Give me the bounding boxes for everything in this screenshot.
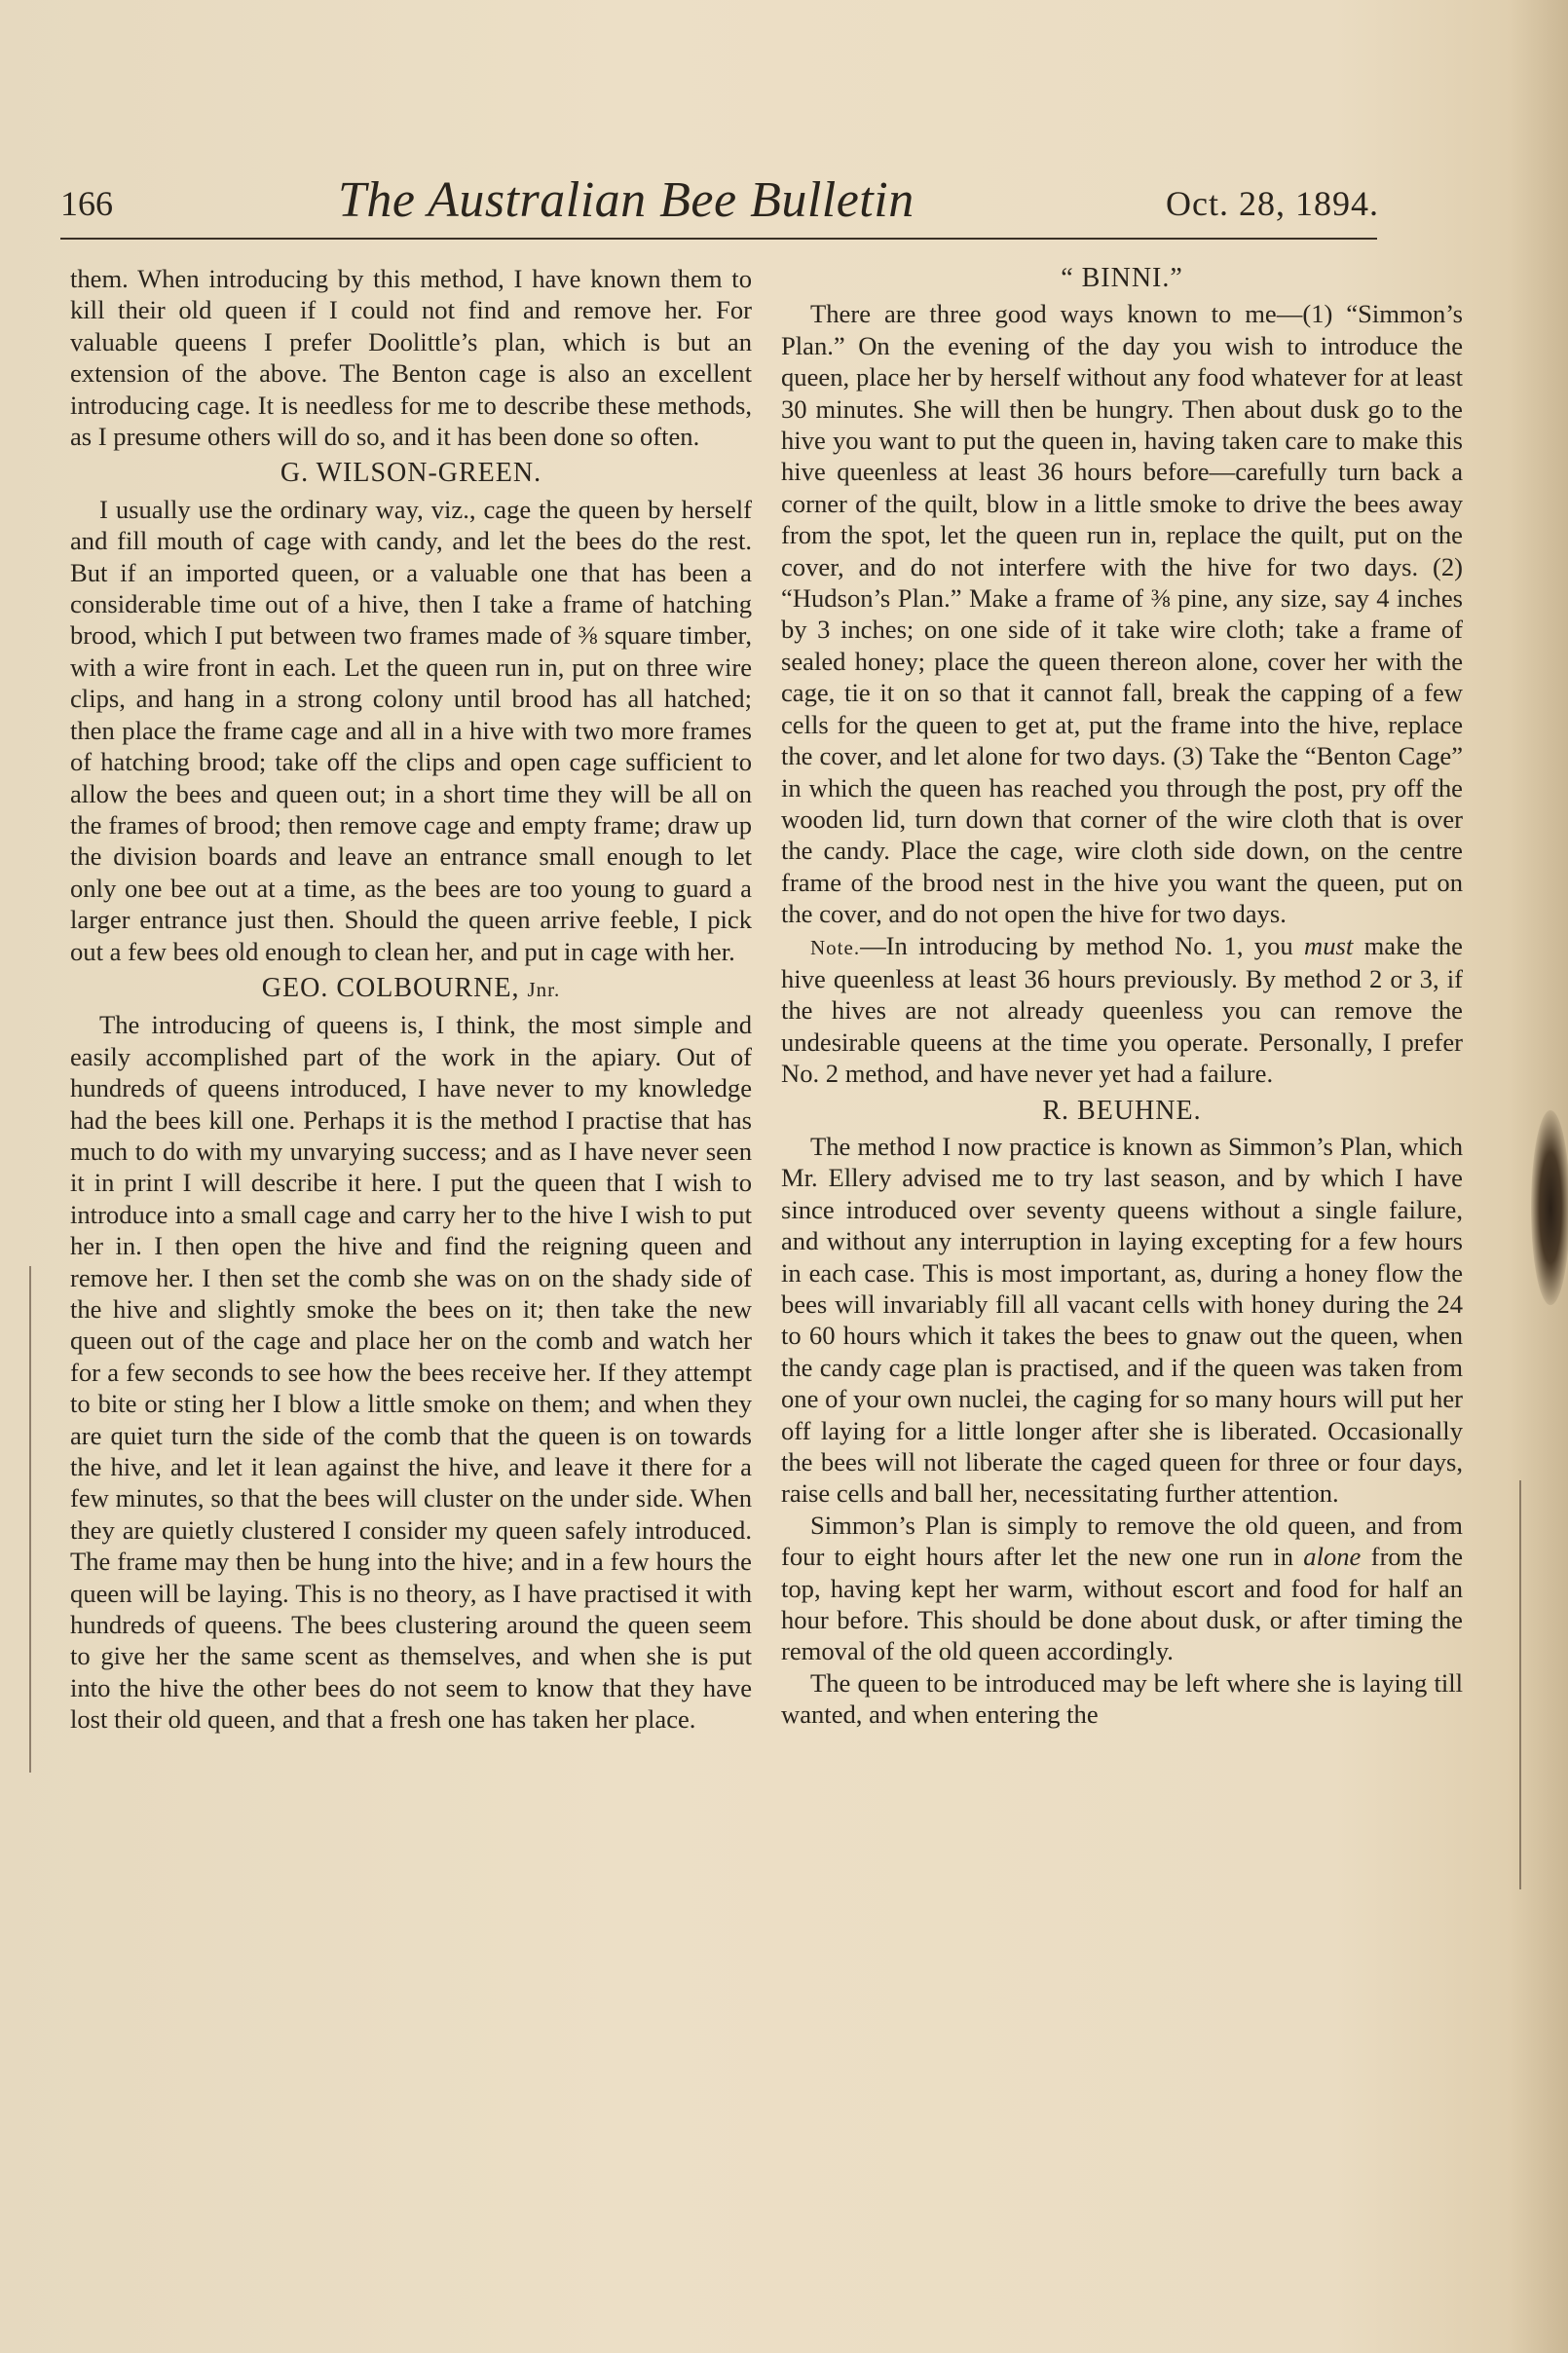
- running-header: [60, 171, 1385, 240]
- paragraph: The introducing of queens is, I think, the most simple and easily accomplished part of the work in the apiary. Out of hundreds of queens introduced, I have never to my knowledge had the bees kill one. Perhaps it is the method I practise that has much to do with my unvarying success; and as I have never seen it in print I will describe it here. I put the queen that I wish to introduce into a small cage and carry her to the hive I wish to put her in. I then open the hive and find the reigning queen and remove her. I then set the comb she was on on the shady side of the hive and slightly smoke the bees on it; then take the new queen out of the cage and place her on the comb and watch her for a few seconds to see how the bees receive her. If they attempt to bite or sting her I blow a little smoke on them; and when they are quiet turn the side of the comb that the queen is on towards the hive, and let it lean against the hive, and leave it there for a few minutes, so that the bees will cluster on the under side. When they are quietly clustered I consider my queen safely introduced. The frame may then be hung into the hive; and in a few hours the queen will be laying. This is no theory, as I have practised it with hundreds of queens. The bees clustering around the queen seem to give her the same scent as themselves, and when she is put into the hive the other bees do not seem to know that they have lost their old queen, and that a fresh one has taken her place.: [70, 1010, 752, 1735]
- right-column: [781, 263, 1463, 1731]
- paper-stain: [1531, 1110, 1568, 1305]
- section-heading: G. WILSON-GREEN.: [280, 458, 542, 489]
- journal-title: The Australian Bee Bulletin: [338, 172, 915, 228]
- pencil-margin-mark: [29, 1266, 31, 1773]
- pencil-margin-mark: [1519, 1480, 1521, 1889]
- note-paragraph: [781, 930, 1463, 1090]
- issue-date: Oct. 28, 1894.: [1166, 184, 1379, 223]
- header-rule: [60, 238, 1377, 240]
- paragraph: them. When introducing by this method, I have known them to kill their old queen if I could not find and remove her. For valuable queens I prefer Doolittle’s plan, which is but an extension of the above. The Benton cage is also an excellent introducing cage. It is needless for me to describe these methods, as I presume others will do so, and it has been done so often.: [70, 264, 752, 452]
- paragraph: [781, 1510, 1463, 1667]
- section-heading: “ BINNI.”: [1061, 263, 1183, 293]
- left-column: [70, 263, 752, 1736]
- paragraph: There are three good ways known to me—(1) “Simmon’s Plan.” On the evening of the day you wish to introduce the queen, place her by herself without any food whatever for at least 30 minutes. She will then be hungry. Then about dusk go to the hive you want to put the queen in, having taken care to make this hive queenless at least 36 hours before—carefully turn back a corner of the quilt, blow in a little smoke to drive the bees away from the spot, let the queen run in, replace the quilt, put on the cover, and do not interfere with the hive for two days. (2) “Hudson’s Plan.” Make a frame of ⅜ pine, any size, say 4 inches by 3 inches; on one side of it take wire cloth; take a frame of sealed honey; place the queen thereon alone, cover her with the cage, tie it on so that it cannot fall, break the capping of a few cells for the queen to get at, put the frame into the hive, replace the cover, and let alone for two days. (3) Take the “Benton Cage” in which the queen has reached you through the post, pry off the wooden lid, turn down that corner of the wire cloth that is over the candy. Place the cage, wire cloth side down, on the centre frame of the brood nest in the hive you want the queen, put on the cover, and do not open the hive for two days.: [781, 299, 1463, 929]
- paragraph: I usually use the ordinary way, viz., cage the queen by herself and fill mouth of cage with candy, and let the bees do the rest. But if an imported queen, or a valuable one that has been a considerable time out of a hive, then I take a frame of hatching brood, which I put between two frames made of ⅜ square timber, with a wire front in each. Let the queen run in, put on three wire clips, and hang in a strong colony until brood has all hatched; then place the frame cage and all in a hive with two more frames of hatching brood; take off the clips and open cage sufficient to allow the bees and queen out; in a short time they will be all on the frames of brood; then remove cage and empty frame; draw up the division boards and leave an entrance small enough to let only one bee out at a time, as the bees are too young to guard a larger entrance just then. Should the queen arrive feeble, I pick out a few bees old enough to clean her, and put in cage with her.: [70, 494, 752, 966]
- paragraph: The method I now practice is known as Simmon’s Plan, which Mr. Ellery advised me to try last season, and by which I have since introduced over seventy queens without a single failure, and without any interruption in laying excepting for a few hours in each case. This is most important, as, during a honey flow the bees will invariably fill all vacant cells with honey during the 24 to 60 hours which it takes the bees to gnaw out the queen, when the candy cage plan is practised, and if the queen was taken from one of your own nuclei, the caging for so many hours will put her off laying for a little longer after she is liberated. Occasionally the bees will not liberate the caged queen for three or four days, raise cells and ball her, necessitating further attention.: [781, 1131, 1463, 1509]
- emphasis: must: [1304, 930, 1354, 960]
- page-number: 166: [60, 184, 113, 223]
- section-heading: [70, 973, 752, 1005]
- note-text: make the hive queenless at least 36 hours previously. By method 2 or 3, if the hives are not already queenless you can remove the undesirable queens at the time you operate. Personally, I prefer No. 2 method, and have never yet had a failure.: [781, 930, 1463, 1089]
- note-label: Note.: [810, 935, 861, 959]
- heading-suffix: Jnr.: [527, 977, 561, 1001]
- paragraph-text: Simmon’s Plan is simply to remove the old queen, and from four to eight hours after let the new one run in: [781, 1510, 1463, 1572]
- heading-name: GEO. COLBOURNE,: [261, 972, 528, 1003]
- section-heading: R. BEUHNE.: [1042, 1095, 1202, 1126]
- note-text: —In introducing by method No. 1, you: [860, 930, 1305, 960]
- emphasis: alone: [1303, 1542, 1362, 1572]
- paragraph: The queen to be introduced may be left where she is laying till wanted, and when entering the: [781, 1667, 1463, 1730]
- paragraph-text: from the top, having kept her warm, without escort and food for half an hour before. This should be done about dusk, or after timing the removal of the old queen accordingly.: [781, 1542, 1463, 1666]
